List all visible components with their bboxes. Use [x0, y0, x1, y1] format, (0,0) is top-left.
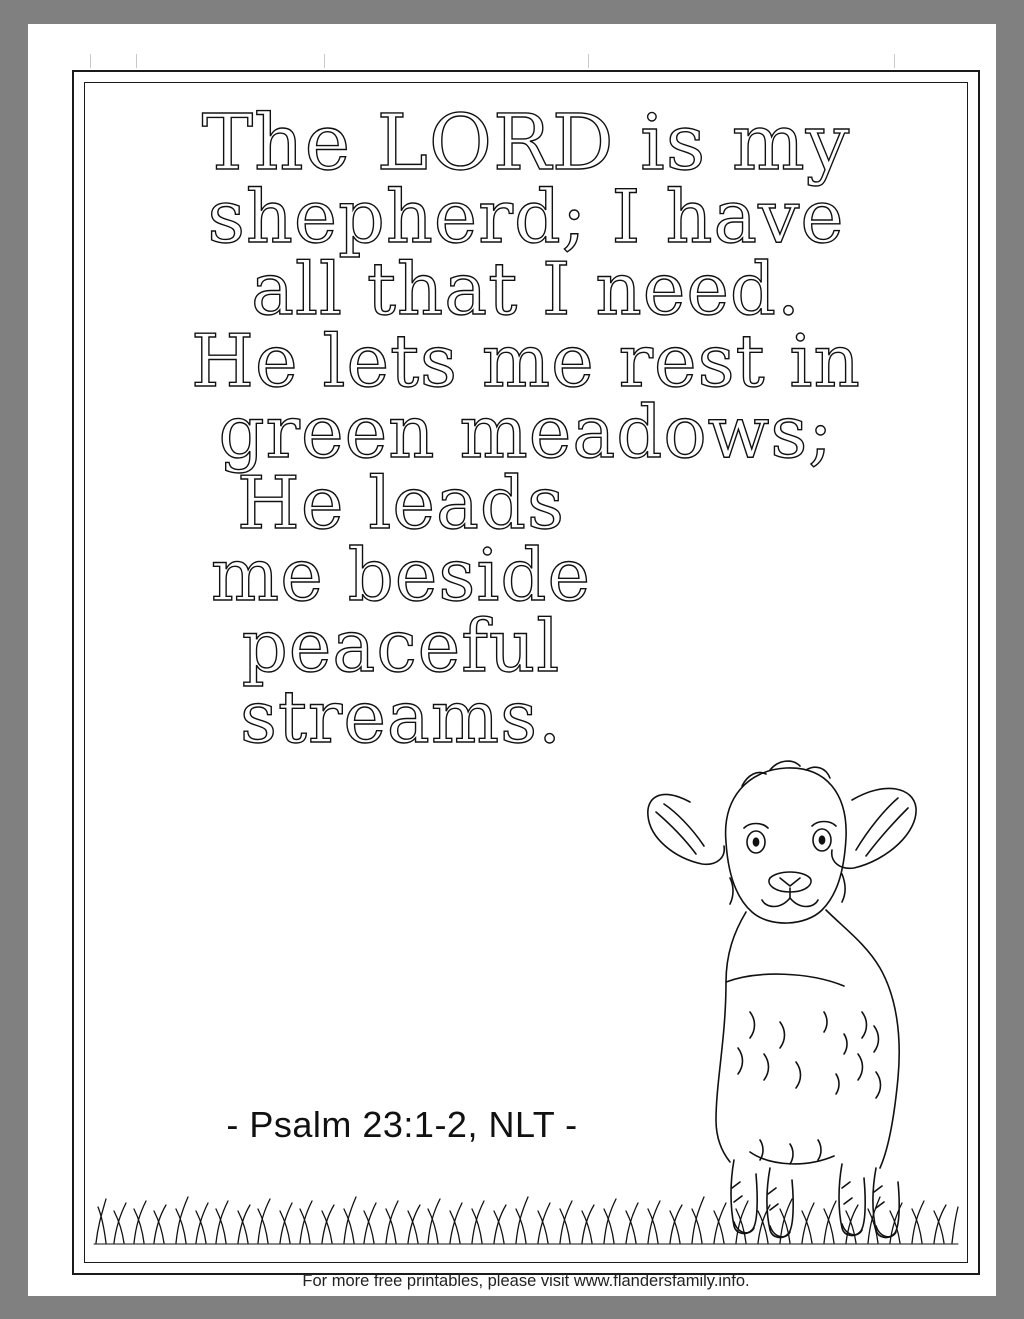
- verse-line: He lets me rest in: [191, 318, 861, 403]
- verse-line: peaceful: [241, 603, 561, 688]
- page-content: [84, 82, 968, 1263]
- crop-mark-icon: [324, 54, 325, 68]
- verse-line: me beside: [210, 532, 592, 617]
- verse-line: The LORD is my: [201, 99, 851, 188]
- lamb-icon: [630, 682, 960, 1252]
- verse-text-block: [102, 99, 950, 760]
- verse-line: green meadows;: [218, 390, 834, 475]
- lamb-illustration: [630, 682, 960, 1252]
- verse-line: shepherd; I have: [207, 175, 845, 261]
- verse-citation: - Psalm 23:1-2, NLT -: [226, 1104, 578, 1145]
- printable-page-sheet: [28, 24, 996, 1296]
- verse-line: He leads: [237, 461, 565, 546]
- footer-credit: For more free printables, please visit www.flandersfamily.info.: [302, 1272, 750, 1290]
- crop-mark-icon: [588, 54, 589, 68]
- verse-line: all that I need.: [251, 247, 801, 332]
- verse-line: streams.: [240, 675, 562, 760]
- crop-mark-icon: [90, 54, 91, 68]
- crop-mark-icon: [894, 54, 895, 68]
- crop-mark-icon: [136, 54, 137, 68]
